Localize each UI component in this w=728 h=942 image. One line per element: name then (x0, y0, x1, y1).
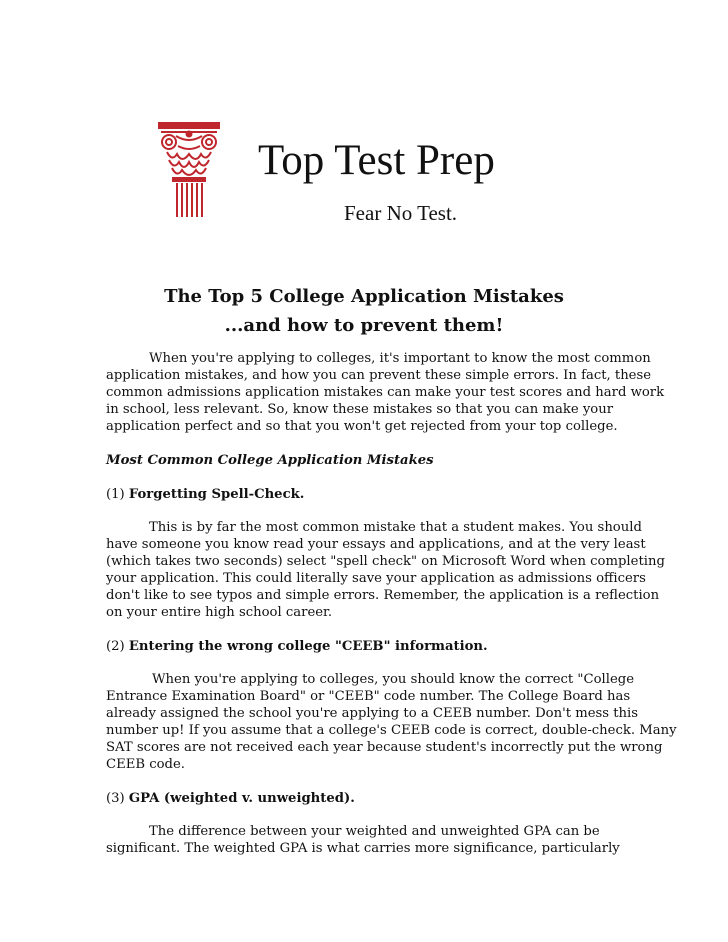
paragraph-line: on your entire high school career. (106, 605, 333, 620)
item-heading (106, 487, 626, 503)
section-heading: Most Common College Application Mistakes (106, 453, 434, 468)
brand-name: Top Test Prep (258, 137, 495, 184)
paragraph-line: The difference between your weighted and unweighted GPA can be (149, 824, 600, 839)
item-heading (106, 791, 626, 807)
paragraph-line: CEEB code. (106, 757, 185, 772)
item-title: Entering the wrong college "CEEB" information. (128, 639, 488, 654)
paragraph-line: already assigned the school you're applying to a CEEB number. Don't mess this (106, 706, 639, 721)
item-number: (1) (106, 487, 129, 502)
paragraph-line: application mistakes, and how you can prevent these simple errors. In fact, these (106, 368, 652, 383)
paragraph-line: (which takes two seconds) select "spell check" on Microsoft Word when completing (106, 554, 665, 569)
paragraph-line: When you're applying to colleges, it's important to know the most common (149, 351, 651, 366)
paragraph-line: have someone you know read your essays and applications, and at the very least (106, 537, 646, 552)
paragraph-line: Entrance Examination Board" or "CEEB" code number. The College Board has (106, 689, 631, 704)
document-subtitle: ...and how to prevent them! (224, 315, 504, 336)
item-title: GPA (weighted v. unweighted). (128, 791, 355, 806)
paragraph-line: application perfect and so that you won't get rejected from your top college. (106, 419, 618, 434)
paragraph-line: When you're applying to colleges, you should know the correct "College (152, 672, 635, 687)
paragraph-line: common admissions application mistakes can make your test scores and hard work (106, 385, 665, 400)
document-title: The Top 5 College Application Mistakes (164, 286, 564, 307)
column-capital-icon (158, 122, 220, 218)
paragraph-line: your application. This could literally save your application as admissions officers (106, 571, 646, 586)
item-title: Forgetting Spell-Check. (128, 487, 305, 502)
item-number: (2) (106, 639, 129, 654)
paragraph-line: in school, less relevant. So, know these mistakes so that you can make your (106, 402, 614, 417)
item-heading (106, 639, 626, 655)
paragraph-line: number up! If you assume that a college's CEEB code is correct, double-check. Many (106, 723, 677, 738)
item-number: (3) (106, 791, 129, 806)
paragraph-line: SAT scores are not received each year because student's incorrectly put the wrong (106, 740, 663, 755)
paragraph-line: don't like to see typos and simple errors. Remember, the application is a reflection (106, 588, 660, 603)
paragraph-line: significant. The weighted GPA is what carries more significance, particularly (106, 841, 620, 856)
brand-tagline: Fear No Test. (344, 201, 458, 225)
paragraph-line: This is by far the most common mistake that a student makes. You should (149, 520, 642, 535)
